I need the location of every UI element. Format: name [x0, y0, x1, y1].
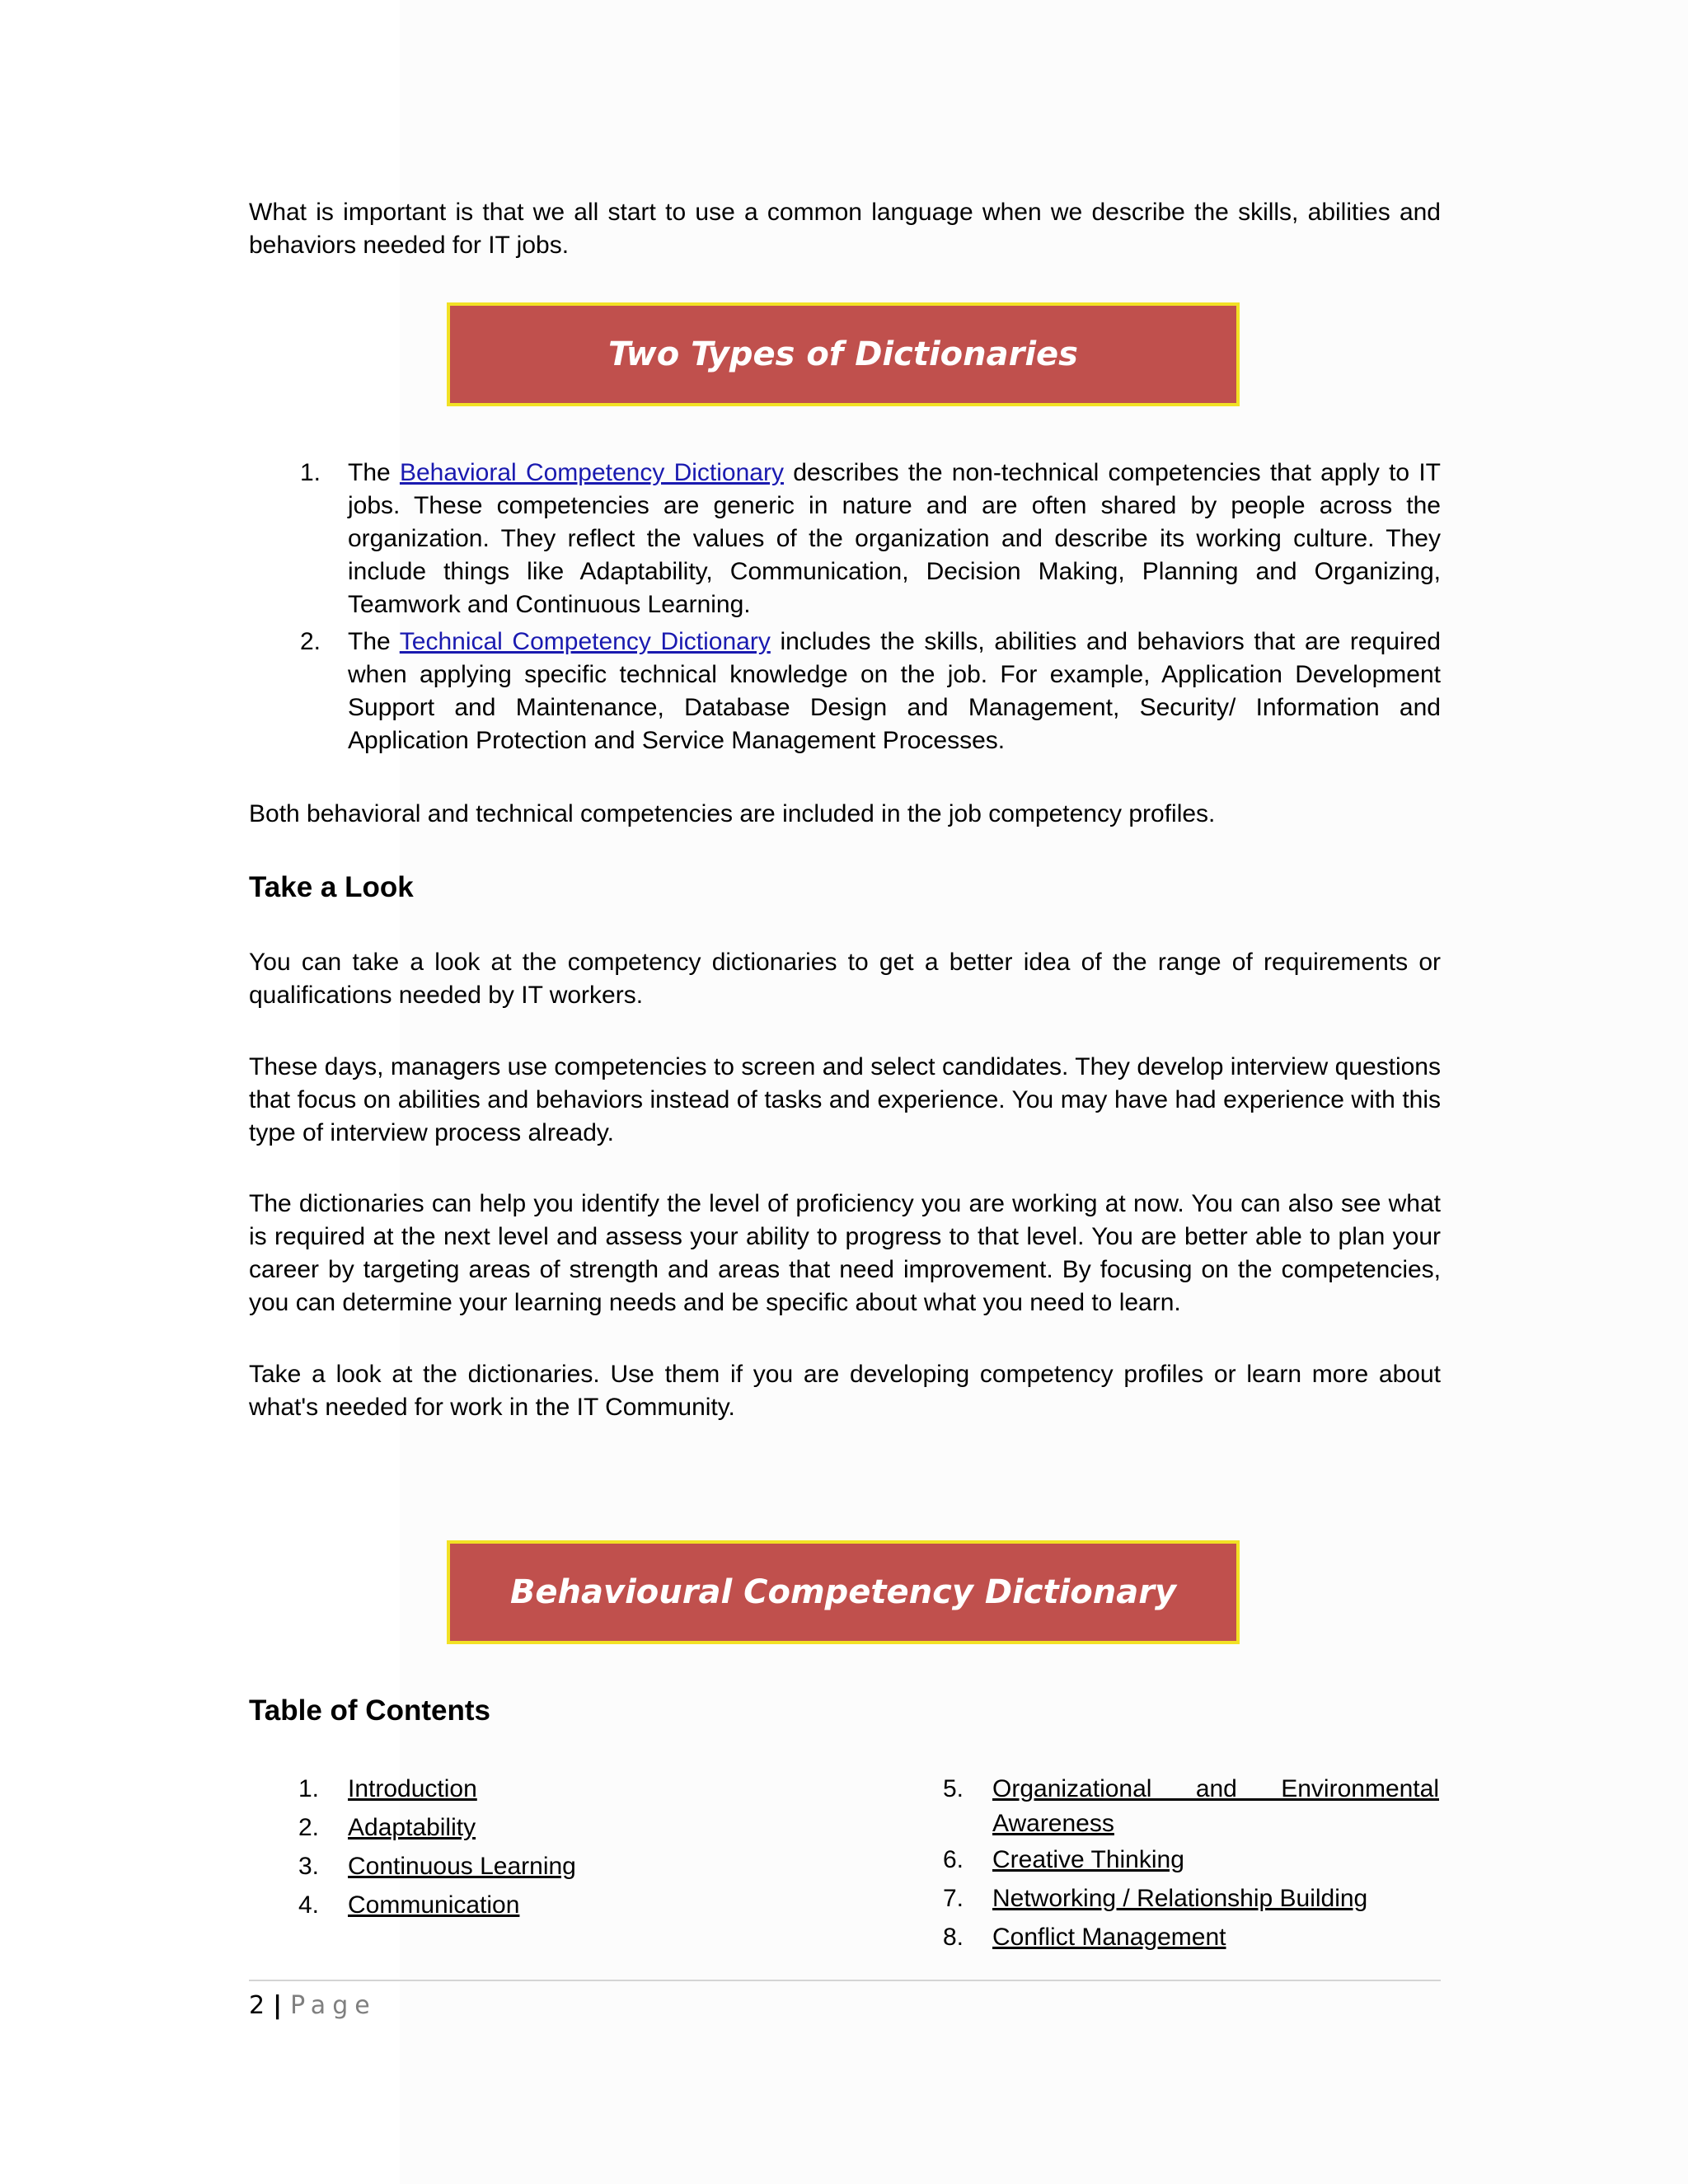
list-number: 1. — [300, 459, 321, 486]
toc-link-communication[interactable]: Communication — [348, 1891, 520, 1919]
toc-link-continuous-learning[interactable]: Continuous Learning — [348, 1853, 576, 1880]
technical-dictionary-link[interactable]: Technical Competency Dictionary — [399, 628, 771, 655]
take-a-look-paragraph-2: These days, managers use competencies to screen and select candidates. They develop interview questions that focus on abilities and behaviors instead of tasks and experience. You may have had experience with this type of interview process already. — [249, 1053, 1441, 1146]
banner-behavioural-title: Behavioural Competency Dictionary — [509, 1573, 1177, 1611]
behavioral-dictionary-link[interactable]: Behavioral Competency Dictionary — [399, 459, 784, 486]
intro-paragraph: What is important is that we all start to use a common language when we describe the skills, abilities and behaviors needed for IT jobs. — [249, 199, 1441, 259]
toc-number: 1. — [298, 1775, 320, 1802]
take-a-look-heading: Take a Look — [249, 871, 414, 903]
toc-number: 2. — [298, 1814, 320, 1841]
take-a-look-paragraph-3: The dictionaries can help you identify the level of proficiency you are working at now. You can also see what is required at the next level and assess your ability to progress to that level. You are better able to plan your career by targeting areas of strength and areas that need improvement. By focusing on the competencies, you can determine your learning needs and be specific about what you need to learn. — [249, 1190, 1441, 1316]
toc-link-adaptability[interactable]: Adaptability — [348, 1814, 476, 1841]
footer-divider — [249, 1980, 1441, 1981]
list-number: 2. — [300, 628, 321, 655]
toc-number: 5. — [943, 1775, 964, 1802]
toc-item — [943, 1772, 1479, 1841]
toc-heading: Table of Contents — [249, 1694, 490, 1727]
toc-link-introduction[interactable]: Introduction — [348, 1775, 477, 1802]
toc-link-networking[interactable]: Networking / Relationship Building — [992, 1885, 1368, 1912]
page-label: Page — [290, 1991, 377, 2020]
toc-number: 6. — [943, 1846, 964, 1873]
toc-link-organizational-awareness[interactable]: Organizational and Environmental Awareness — [992, 1775, 1439, 1837]
take-a-look-paragraph-1: You can take a look at the competency dictionaries to get a better idea of the range of requirements or qualifications needed by IT workers. — [249, 949, 1441, 1009]
page-number: 2 — [249, 1991, 265, 2020]
toc-link-creative-thinking[interactable]: Creative Thinking — [992, 1846, 1184, 1873]
page-footer — [249, 1990, 377, 2022]
toc-link-conflict-management[interactable]: Conflict Management — [992, 1924, 1226, 1951]
toc-number: 8. — [943, 1924, 964, 1951]
banner-behavioural-dictionary — [447, 1540, 1240, 1644]
toc-number: 4. — [298, 1891, 320, 1919]
list-text: includes the skills, abilities and behaviors that are required when applying specific technical knowledge on the job. For example, Application Development Support and Maintenance, Database Design and Management, Security/ Information and Application Protection and Service Management Processes. — [348, 628, 1441, 754]
toc-number: 7. — [943, 1885, 964, 1912]
banner-two-types — [447, 302, 1240, 406]
both-competencies-paragraph: Both behavioral and technical competencies are included in the job competency profiles. — [249, 800, 1216, 827]
list-prefix: The — [348, 628, 391, 655]
list-prefix: The — [348, 459, 391, 486]
banner-two-types-title: Two Types of Dictionaries — [608, 335, 1078, 373]
list-body — [348, 457, 1441, 621]
toc-number: 3. — [298, 1853, 320, 1880]
list-body — [348, 626, 1441, 757]
footer-separator: | — [273, 1991, 283, 2020]
list-text: describes the non-technical competencies that apply to IT jobs. These competencies are generic in nature and are often shared by people across the organization. They reflect the values of the organization and describe its working culture. They include things like Adaptability, Communication, Decision Making, Planning and Organizing, Teamwork and Continuous Learning. — [348, 459, 1441, 618]
take-a-look-paragraph-4: Take a look at the dictionaries. Use them if you are developing competency profiles or learn more about what's needed for work in the IT Community. — [249, 1361, 1441, 1421]
